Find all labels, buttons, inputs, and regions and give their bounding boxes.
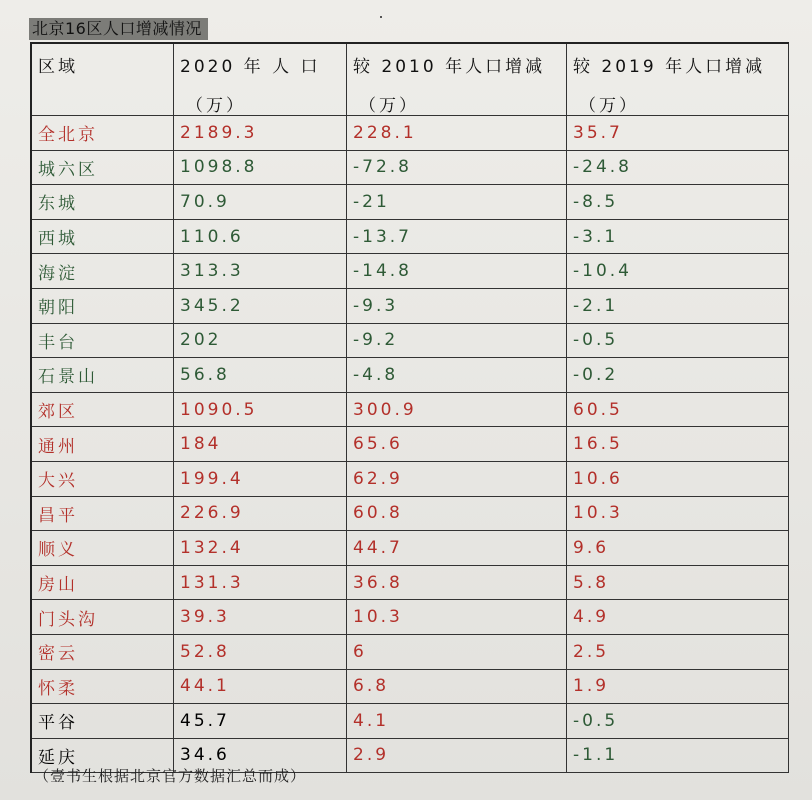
cell-vs2010: -9.2: [347, 324, 567, 358]
cell-pop2020: 39.3: [174, 600, 347, 634]
cell-region: 海淀: [32, 254, 174, 288]
table-row: [32, 497, 789, 532]
cell-vs2019: -0.5: [567, 324, 789, 358]
cell-pop2020: 131.3: [174, 566, 347, 600]
cell-vs2019: -0.5: [567, 704, 789, 738]
cell-vs2010: -21: [347, 185, 567, 219]
cell-vs2010: -72.8: [347, 151, 567, 185]
cell-vs2019: 4.9: [567, 600, 789, 634]
cell-vs2019: 1.9: [567, 670, 789, 704]
table-row: [32, 427, 789, 462]
cell-region: 朝阳: [32, 289, 174, 323]
table-row: [32, 324, 789, 359]
table-row: [32, 704, 789, 739]
cell-vs2019: -0.2: [567, 358, 789, 392]
cell-region: 房山: [32, 566, 174, 600]
cell-vs2019: 5.8: [567, 566, 789, 600]
cell-vs2019: -2.1: [567, 289, 789, 323]
cell-region: 丰台: [32, 324, 174, 358]
cell-vs2010: 6.8: [347, 670, 567, 704]
cell-vs2010: 60.8: [347, 497, 567, 531]
cell-pop2020: 45.7: [174, 704, 347, 738]
cell-vs2010: 10.3: [347, 600, 567, 634]
cell-vs2010: -4.8: [347, 358, 567, 392]
cell-vs2010: -14.8: [347, 254, 567, 288]
cell-pop2020: 184: [174, 427, 347, 461]
cell-vs2010: 62.9: [347, 462, 567, 496]
cell-vs2019: 16.5: [567, 427, 789, 461]
cell-vs2019: -8.5: [567, 185, 789, 219]
cell-region: 大兴: [32, 462, 174, 496]
table-row: [32, 635, 789, 670]
cell-pop2020: 1098.8: [174, 151, 347, 185]
cell-vs2010: 6: [347, 635, 567, 669]
cell-region: 通州: [32, 427, 174, 461]
cell-region: 城六区: [32, 151, 174, 185]
table-row: [32, 254, 789, 289]
cell-region: 全北京: [32, 116, 174, 150]
cell-pop2020: 34.6: [174, 739, 347, 773]
table-row: [32, 289, 789, 324]
table-row: [32, 670, 789, 705]
cell-vs2010: 44.7: [347, 531, 567, 565]
cell-pop2020: 226.9: [174, 497, 347, 531]
header-vs2019: 较 2019 年人口增减 （万）: [567, 44, 789, 115]
table-row: [32, 462, 789, 497]
cell-pop2020: 1090.5: [174, 393, 347, 427]
cell-vs2010: -9.3: [347, 289, 567, 323]
cell-pop2020: 2189.3: [174, 116, 347, 150]
table-body: [32, 116, 789, 773]
speck: [380, 16, 382, 18]
cell-pop2020: 44.1: [174, 670, 347, 704]
cell-pop2020: 110.6: [174, 220, 347, 254]
cell-pop2020: 202: [174, 324, 347, 358]
cell-region: 西城: [32, 220, 174, 254]
cell-vs2019: 10.3: [567, 497, 789, 531]
cell-vs2019: 35.7: [567, 116, 789, 150]
cell-vs2010: 2.9: [347, 739, 567, 773]
table-row: [32, 116, 789, 151]
cell-pop2020: 313.3: [174, 254, 347, 288]
header-region: 区域: [32, 44, 174, 115]
cell-vs2010: 228.1: [347, 116, 567, 150]
cell-region: 门头沟: [32, 600, 174, 634]
cell-vs2019: 2.5: [567, 635, 789, 669]
table-row: [32, 151, 789, 186]
cell-region: 延庆: [32, 739, 174, 773]
cell-vs2010: -13.7: [347, 220, 567, 254]
cell-region: 密云: [32, 635, 174, 669]
cell-vs2010: 300.9: [347, 393, 567, 427]
cell-vs2019: 10.6: [567, 462, 789, 496]
cell-region: 怀柔: [32, 670, 174, 704]
cell-vs2019: -3.1: [567, 220, 789, 254]
cell-pop2020: 52.8: [174, 635, 347, 669]
cell-pop2020: 70.9: [174, 185, 347, 219]
header-pop2020: 2020 年 人 口 （万）: [174, 44, 347, 115]
cell-region: 平谷: [32, 704, 174, 738]
table-row: [32, 531, 789, 566]
cell-vs2010: 4.1: [347, 704, 567, 738]
footnote: （壹书生根据北京官方数据汇总而成）: [34, 767, 307, 785]
table-row: [32, 358, 789, 393]
table-row: [32, 220, 789, 255]
cell-vs2019: 9.6: [567, 531, 789, 565]
population-table: [30, 42, 789, 773]
table-header-row: [32, 44, 789, 116]
cell-region: 顺义: [32, 531, 174, 565]
cell-vs2019: -1.1: [567, 739, 789, 773]
cell-pop2020: 199.4: [174, 462, 347, 496]
cell-pop2020: 56.8: [174, 358, 347, 392]
cell-vs2019: -24.8: [567, 151, 789, 185]
table-row: [32, 566, 789, 601]
table-row: [32, 185, 789, 220]
table-row: [32, 600, 789, 635]
cell-region: 石景山: [32, 358, 174, 392]
table-title: 北京16区人口增减情况: [29, 18, 208, 40]
cell-region: 昌平: [32, 497, 174, 531]
header-vs2010: 较 2010 年人口增减 （万）: [347, 44, 567, 115]
cell-vs2010: 36.8: [347, 566, 567, 600]
cell-vs2019: -10.4: [567, 254, 789, 288]
table-row: [32, 393, 789, 428]
cell-pop2020: 132.4: [174, 531, 347, 565]
cell-region: 东城: [32, 185, 174, 219]
cell-vs2019: 60.5: [567, 393, 789, 427]
cell-vs2010: 65.6: [347, 427, 567, 461]
cell-pop2020: 345.2: [174, 289, 347, 323]
cell-region: 郊区: [32, 393, 174, 427]
